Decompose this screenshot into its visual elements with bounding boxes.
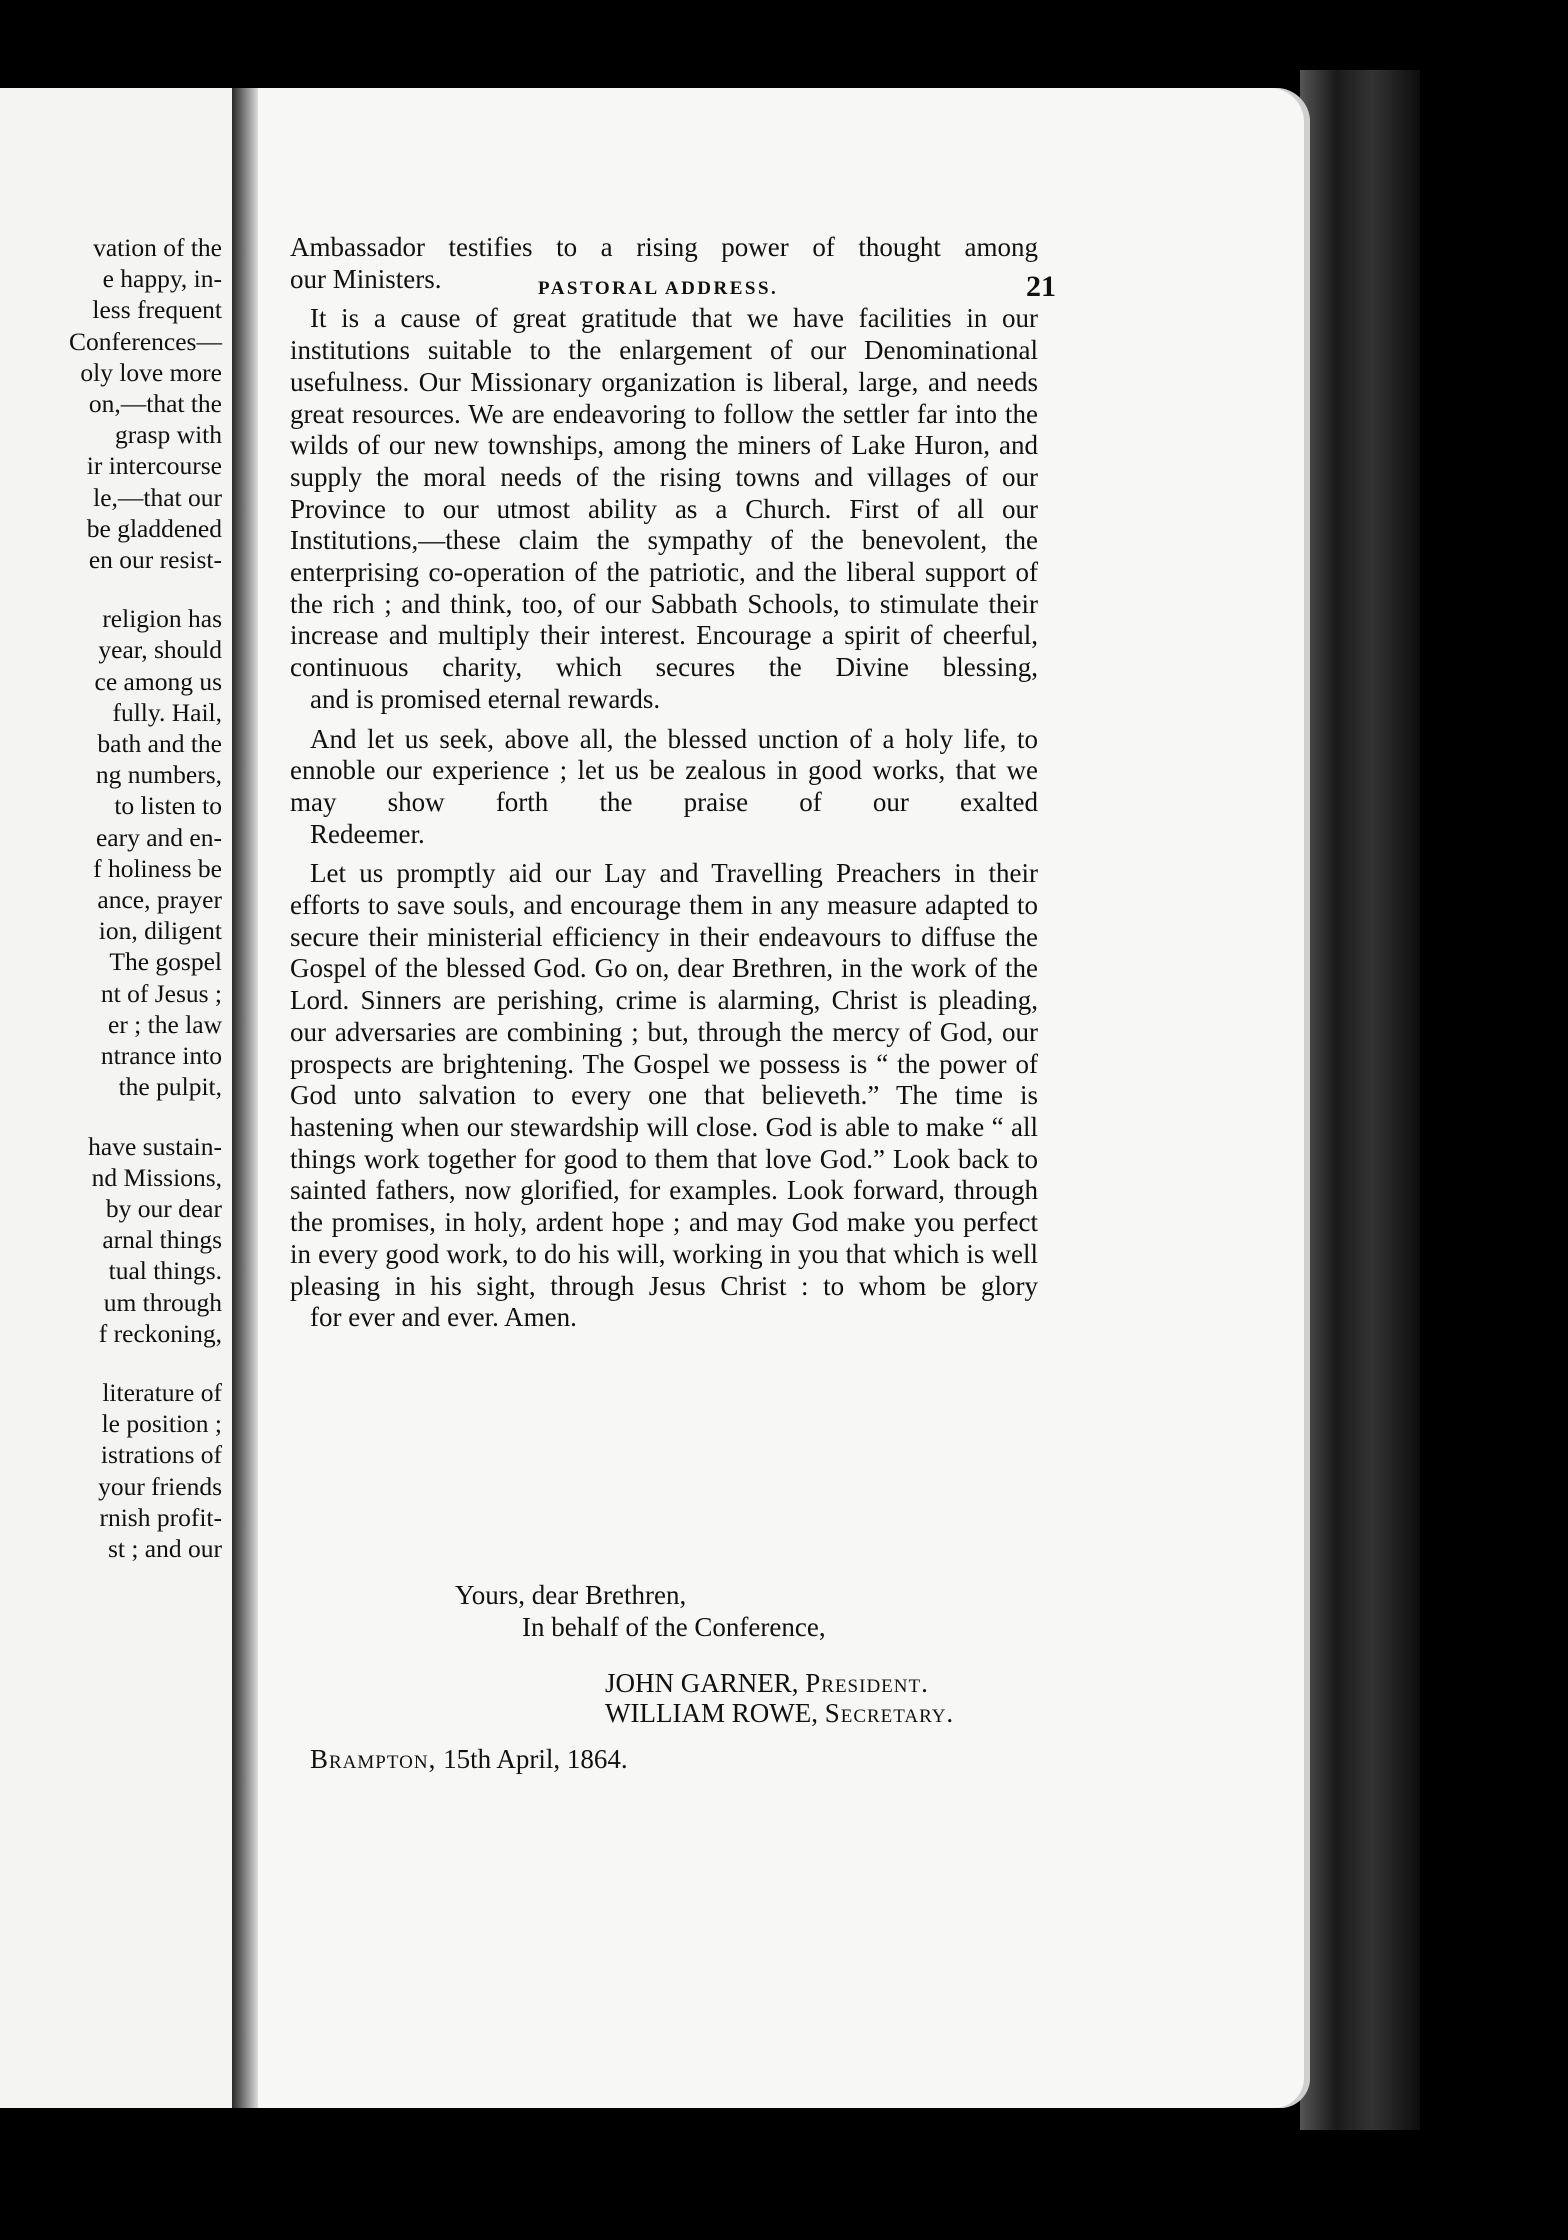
- salutation: Yours, dear Brethren,: [455, 1580, 687, 1610]
- left-page-line: istrations of: [100, 1440, 222, 1470]
- left-page-line: nt of Jesus ;: [100, 978, 222, 1008]
- left-page-line: grasp with: [115, 420, 222, 450]
- left-page-line: f holiness be: [93, 853, 222, 883]
- paragraph-2-last-line: and is promised eternal rewards.: [310, 683, 661, 714]
- place-date-line: [310, 1744, 628, 1776]
- left-page-line: by our dear: [105, 1193, 222, 1223]
- book-gutter: [232, 88, 258, 2108]
- left-page-line: ion, diligent: [98, 916, 222, 946]
- left-page-line: The gospel: [109, 947, 222, 977]
- left-page-line: st ; and our: [107, 1534, 222, 1564]
- left-page-line: oly love more: [80, 357, 222, 387]
- left-page-line: bath and the: [97, 729, 222, 759]
- left-page-line: ir intercourse: [86, 451, 222, 481]
- left-page-line: vation of the: [93, 233, 222, 262]
- paragraph-3: [290, 724, 1038, 851]
- secretary-title: Secretary.: [824, 1698, 955, 1728]
- paragraph-4-last-line: for ever and ever. Amen.: [310, 1302, 577, 1333]
- left-page-line: um through: [103, 1287, 222, 1317]
- left-page-line: nd Missions,: [91, 1162, 222, 1192]
- paragraph-4-text: Let us promptly aid our Lay and Travelling Preachers in their efforts to save souls, and encourage them in any measure adapted to secure their ministerial efficiency in their endeavours to diffuse the Gospel of the blessed God. Go on, dear Brethren, in the work of the Lord. Sinners are perishing, crime is alarming, Christ is pleading, our adversaries are combining ; but, through the mercy of God, our prospects are brightening. The Gospel we possess is “ the power of God unto salvation to every one that believeth.” The time is hastening when our stewardship will close. God is able to make “ all things work together for good to them that love God.” Look back to sainted fathers, now glorified, for examples. Look forward, through the promises, in holy, ardent hope ; and may God make you perfect in every good work, to do his will, working in you that which is well pleasing in his sight, through Jesus Christ : to whom be glory: [290, 858, 1038, 1301]
- secretary-name: WILLIAM ROWE,: [605, 1698, 818, 1728]
- left-page-line: ce among us: [94, 666, 222, 696]
- paragraph-1-last-line: our Ministers.: [290, 263, 442, 294]
- paragraph-3-text: And let us seek, above all, the blessed unction of a holy life, to ennoble our experience ; let us be zealous in good works, that we may show forth the praise of our exalted: [290, 723, 1038, 817]
- president-title: President.: [805, 1668, 929, 1698]
- date: 15th April, 1864.: [443, 1744, 628, 1774]
- left-page-line: year, should: [98, 635, 222, 665]
- left-page-line: er ; the law: [108, 1009, 222, 1039]
- left-page-line: ance, prayer: [97, 885, 222, 915]
- president-name: JOHN GARNER,: [605, 1668, 799, 1698]
- left-page-line: ng numbers,: [95, 760, 222, 790]
- left-page-line: Conferences—: [69, 326, 222, 356]
- left-page-line: arnal things: [102, 1225, 222, 1255]
- left-page-line: ntrance into: [100, 1041, 222, 1071]
- left-page-line: your friends: [98, 1471, 222, 1501]
- left-page-line: eary and en-: [95, 822, 222, 852]
- left-page-line: e happy, in-: [102, 264, 222, 294]
- left-page-line: tual things.: [108, 1256, 222, 1286]
- president-signature: [605, 1668, 929, 1700]
- left-page-line: rnish profit-: [99, 1502, 222, 1532]
- paragraph-4: [290, 858, 1038, 1334]
- paragraph-3-last-line: Redeemer.: [310, 818, 425, 849]
- paragraph-2-text: It is a cause of great gratitude that we have facilities in our institutions suitable to the enlargement of our Denominational usefulness. Our Missionary organization is liberal, large, and needs great resources. We are endeavoring to follow the settler far into the wilds of our new townships, among the miners of Lake Huron, and supply the moral needs of the rising towns and villages of our Province to our utmost ability as a Church. First of all our Institutions,—these claim the sympathy of the benevolent, the enterprising co-operation of the patriotic, and the liberal support of the rich ; and think, too, of our Sabbath Schools, to stimulate their increase and multiply their interest. Encourage a spirit of cheerful, continuous charity, which secures the Divine blessing,: [290, 303, 1038, 683]
- left-page-line: le position ;: [101, 1409, 222, 1439]
- left-page-line: have sustain-: [88, 1131, 222, 1161]
- paragraph-1-text: Ambassador testifies to a rising power of thought among: [290, 232, 1038, 262]
- book-binding-edge: [1300, 70, 1420, 2130]
- left-page-line: to listen to: [114, 791, 222, 821]
- behalf-line: In behalf of the Conference,: [522, 1612, 826, 1642]
- paragraph-2: [290, 303, 1038, 715]
- secretary-signature: [605, 1698, 954, 1730]
- left-page-line: fully. Hail,: [112, 697, 222, 727]
- left-page-line: less frequent: [92, 295, 222, 325]
- left-page-fragment: [0, 88, 235, 2108]
- left-page-line: be gladdened: [86, 513, 222, 543]
- running-title: PASTORAL ADDRESS.: [538, 278, 779, 299]
- paragraph-1: [290, 232, 1038, 295]
- left-page-line: on,—that the: [88, 389, 222, 418]
- left-page-line: en our resist-: [88, 545, 222, 574]
- left-page-line: the pulpit,: [118, 1072, 222, 1102]
- left-page-line: le,—that our: [93, 482, 222, 512]
- place: Brampton,: [310, 1744, 437, 1774]
- body-text: [290, 232, 1038, 1334]
- left-page-line: religion has: [102, 604, 222, 634]
- left-page-line: f reckoning,: [98, 1318, 222, 1348]
- left-page-line: literature of: [102, 1378, 222, 1408]
- page-number: 21: [1026, 270, 1056, 303]
